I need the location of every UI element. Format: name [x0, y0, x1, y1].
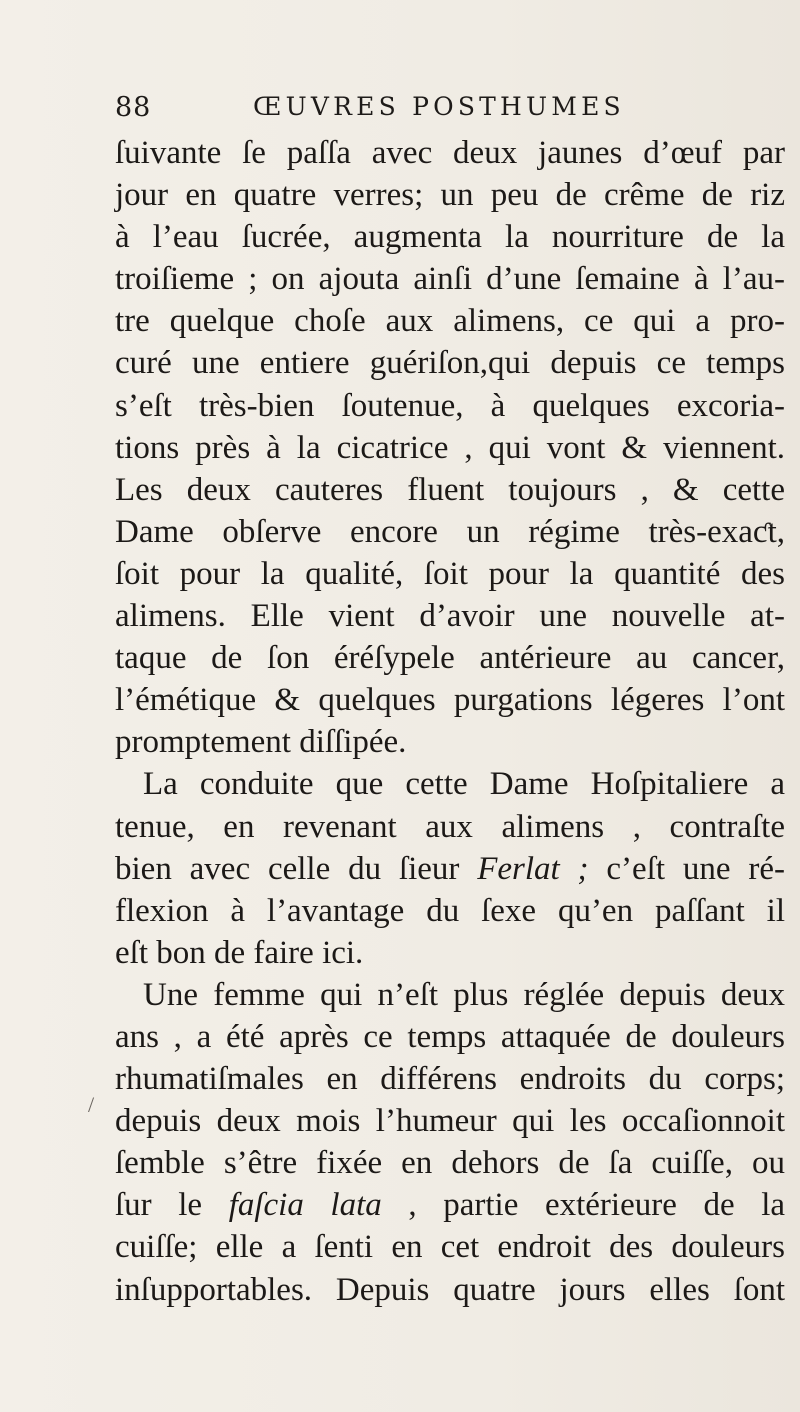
text-segment: ſur le — [115, 1187, 203, 1224]
paragraph-start-line: La conduite que cette Dame Hoſpitaliere a — [143, 766, 785, 803]
running-title: ŒUVRES POSTHUMES — [253, 92, 625, 121]
text-line: depuis deux mois l’humeur qui les occaſionnoit — [115, 1103, 785, 1140]
text-line: alimens. Elle vient d’avoir une nouvelle at- — [115, 598, 785, 635]
text-line: taque de ſon éréſypele antérieure au cancer, — [115, 640, 785, 677]
text-line: s’eſt très-bien ſoutenue, à quelques excoria- — [115, 387, 785, 424]
text-line: inſupportables. Depuis quatre jours elles ſont — [115, 1271, 785, 1308]
paragraph-end-line: promptement diſſipée. — [115, 724, 407, 761]
page-header — [115, 92, 785, 132]
text-segment: c’eſt une ré- — [606, 850, 785, 887]
text-line: flexion à l’avantage du ſexe qu’en paſſant il — [115, 892, 785, 929]
text-line: l’émétique & quelques purgations légeres l’ont — [115, 682, 785, 719]
text-segment: , partie extérieure de la — [408, 1187, 786, 1224]
text-line: ſemble s’être fixée en dehors de ſa cuiſſe, ou — [115, 1145, 785, 1182]
text-line: tenue, en revenant aux alimens , contraſte — [115, 808, 785, 845]
paragraph-start-line: Une femme qui n’eſt plus réglée depuis deux — [143, 976, 785, 1013]
text-line: ſoit pour la qualité, ſoit pour la quantité des — [115, 555, 785, 592]
text-line: Les deux cauteres fluent toujours , & cette — [115, 471, 785, 508]
text-line: ſuivante ſe paſſa avec deux jaunes d’œuf par — [115, 135, 785, 171]
text-segment: bien avec celle du ſieur — [115, 850, 460, 887]
body-text — [115, 132, 785, 1311]
text-line: troiſieme ; on ajouta ainſi d’une ſemaine à l’au- — [115, 261, 785, 298]
text-line: rhumatiſmales en différens endroits du corps; — [115, 1061, 785, 1098]
text-line: à l’eau ſucrée, augmenta la nourriture de la — [115, 219, 785, 256]
page-number: 88 — [115, 92, 152, 123]
text-line: cuiſſe; elle a ſenti en cet endroit des douleurs — [115, 1229, 785, 1266]
italic-term: faſcia lata — [228, 1187, 382, 1224]
text-line: jour en quatre verres; un peu de crême de riz — [115, 177, 785, 214]
text-line — [115, 848, 785, 890]
text-line: tions près à la cicatrice , qui vont & viennent. — [115, 429, 785, 466]
text-line: tre quelque choſe aux alimens, ce qui a pro- — [115, 303, 785, 340]
italic-name: Ferlat ; — [477, 850, 589, 887]
text-line — [115, 1184, 785, 1226]
margin-mark: / — [88, 1092, 95, 1117]
paragraph-end-line: eſt bon de faire ici. — [115, 934, 364, 971]
text-line: curé une entiere guériſon,qui depuis ce temps — [115, 345, 785, 382]
text-line: Dame obſerve encore un régime très-exaƈt, — [115, 513, 785, 550]
text-line: ans , a été après ce temps attaquée de douleurs — [115, 1018, 785, 1055]
